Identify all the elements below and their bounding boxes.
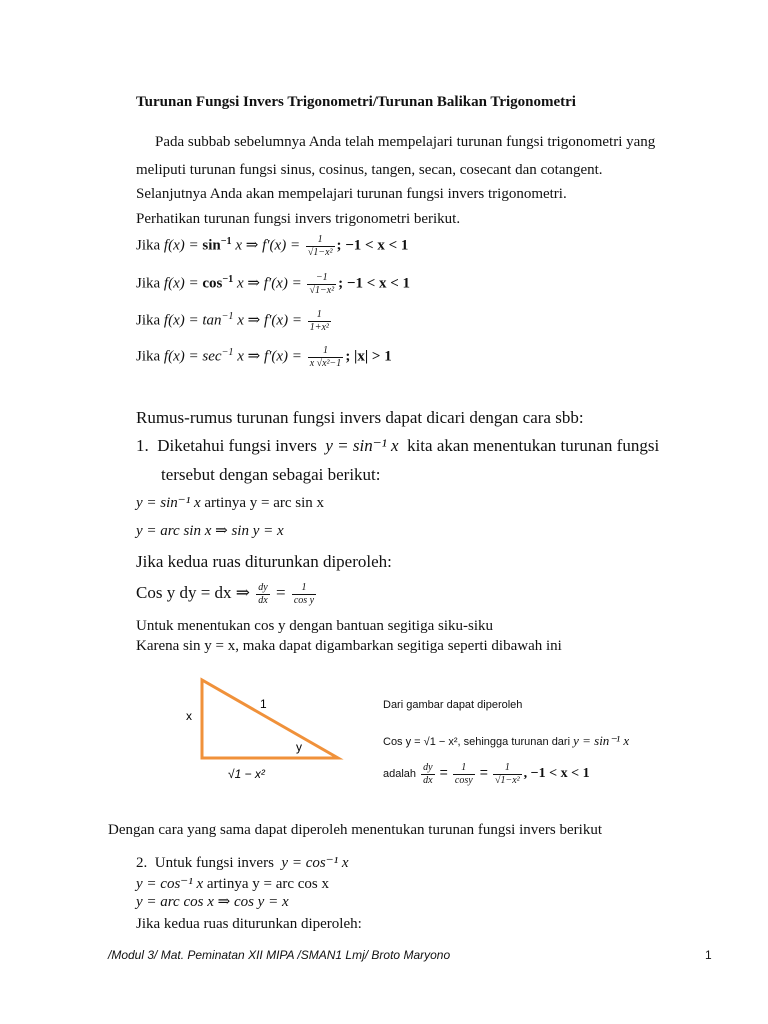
formula-jika: Jika <box>136 237 161 254</box>
item-1-continuation: tersebut dengan sebagai berikut: <box>161 465 381 484</box>
step-2-expr: y = arc sin x ⇒ sin y = x <box>136 523 284 539</box>
formula-condition: ; −1 < x < 1 <box>336 237 409 254</box>
untuk-text: Untuk menentukan cos y dengan bantuan segitiga siku-siku <box>136 618 494 634</box>
kedua-ruas-2: Jika kedua ruas diturunkan diperoleh: <box>136 916 362 932</box>
step-1-expr: y = sin⁻¹ x <box>136 495 201 511</box>
item-2-number: 2. <box>136 855 148 871</box>
step-1 <box>136 493 324 512</box>
page-title: Turunan Fungsi Invers Trigonometri/Turunan Balikan Trigonometri <box>136 94 576 110</box>
formula-arcsec: Jika $f(x) = \sec^{-1} x$ ⇒ f′(x) = $\frac{1}{\text{x √x²−1}}$ ; |x| > 1 <box>136 345 392 369</box>
item-1-text-b: kita akan menentukan turunan fungsi <box>407 436 660 455</box>
dy-dx-fraction: $\frac{dy}{dx}$ <box>258 582 268 606</box>
item-1-number: 1. <box>136 436 149 455</box>
rumus-heading: Rumus-rumus turunan fungsi invers dapat dicari dengan cara sbb: <box>136 408 584 427</box>
cos-y-lhs: Cos y dy = dx ⇒ <box>136 582 251 602</box>
triangle-label-base: √1 − x² <box>228 767 265 781</box>
right-triangle-figure <box>180 672 360 788</box>
intro-line-4: Perhatikan turunan fungsi invers trigonometri berikut. <box>136 211 461 227</box>
triangle-shape <box>202 680 338 758</box>
step-4: y = arc cos x ⇒ cos y = x <box>136 894 289 910</box>
side-line-2: Cos y = √1 − x², sehingga turunan dari y = sin⁻¹ x <box>383 733 630 748</box>
item-2-expr: y = cos⁻¹ x <box>281 855 349 871</box>
intro-line-1: Pada subbab sebelumnya Anda telah mempelajari turunan fungsi trigonometri yang <box>155 134 656 150</box>
triangle-label-y: y <box>296 740 302 754</box>
karena-text: Karena sin y = x, maka dapat digambarkan segitiga seperti dibawah ini <box>136 638 562 654</box>
item-1-text: Diketahui fungsi invers <box>157 436 317 455</box>
item-1 <box>136 436 659 456</box>
side-line-3: adalah $\frac{dy}{dx}$ = $\frac{1}{\cos y}$ = $\frac{1}{\text{√1−x²}}$ , −1 < x < 1 <box>383 762 590 786</box>
side-fraction-3: $\frac{1}{\text{√1−x²}}$ <box>494 762 520 786</box>
formula-x: x ⇒ f′(x) = <box>231 237 304 254</box>
step-2 <box>136 521 284 540</box>
dengan-text: Dengan cara yang sama dapat diperoleh menentukan turunan fungsi invers berikut <box>108 822 602 838</box>
item-2 <box>136 853 349 872</box>
intro-line-2: meliputi turunan fungsi sinus, cosinus, tangen, secan, cosecant dan cotangent. <box>136 162 603 178</box>
formula-fx: f(x) = <box>163 237 203 254</box>
formula-fn: sin <box>202 237 221 254</box>
step-1-text: artinya y = arc sin x <box>200 495 325 511</box>
triangle-label-1: 1 <box>260 697 267 711</box>
formula-fraction: $\frac{1}{\text{√1−x²}}$ <box>307 234 333 258</box>
intro-line-3: Selanjutnya Anda akan mempelajari turunan fungsi invers trigonometri. <box>136 186 567 202</box>
page-number: 1 <box>705 948 712 962</box>
kedua-ruas-1: Jika kedua ruas diturunkan diperoleh: <box>136 552 392 571</box>
formula-arctan: Jika $f(x) = \tan^{-1} x$ ⇒ f′(x) = $\frac{1}{\text{1+x²}}$ <box>136 309 329 333</box>
formula-arccos: Jika $f(x) = \cos^{-1} x$ ⇒ f′(x) = $\frac{-1}{\text{√1−x²}}$ ; −1 < x < 1 <box>136 272 411 296</box>
step-3: y = cos⁻¹ x artinya y = arc cos x <box>136 876 330 892</box>
side-line-1: Dari gambar dapat diperoleh <box>383 699 523 711</box>
one-over-cosy-fraction: $\frac{1}{\text{cos y}}$ <box>293 582 315 606</box>
formula-exp: −1 <box>220 235 232 247</box>
side-fraction-2: $\frac{1}{\cos y}$ <box>454 762 473 786</box>
cos-y-equation <box>136 582 318 606</box>
side-fraction-1: $\frac{dy}{dx}$ <box>423 762 433 786</box>
triangle-label-x: x <box>186 709 192 723</box>
cos-y-eq: = <box>276 582 286 602</box>
item-1-expr: y = sin⁻¹ x <box>325 436 399 455</box>
formula-arcsin <box>136 234 408 258</box>
item-2-text: Untuk fungsi invers <box>154 855 274 871</box>
page-footer: /Modul 3/ Mat. Peminatan XII MIPA /SMAN1 Lmj/ Broto Maryono <box>108 948 451 962</box>
